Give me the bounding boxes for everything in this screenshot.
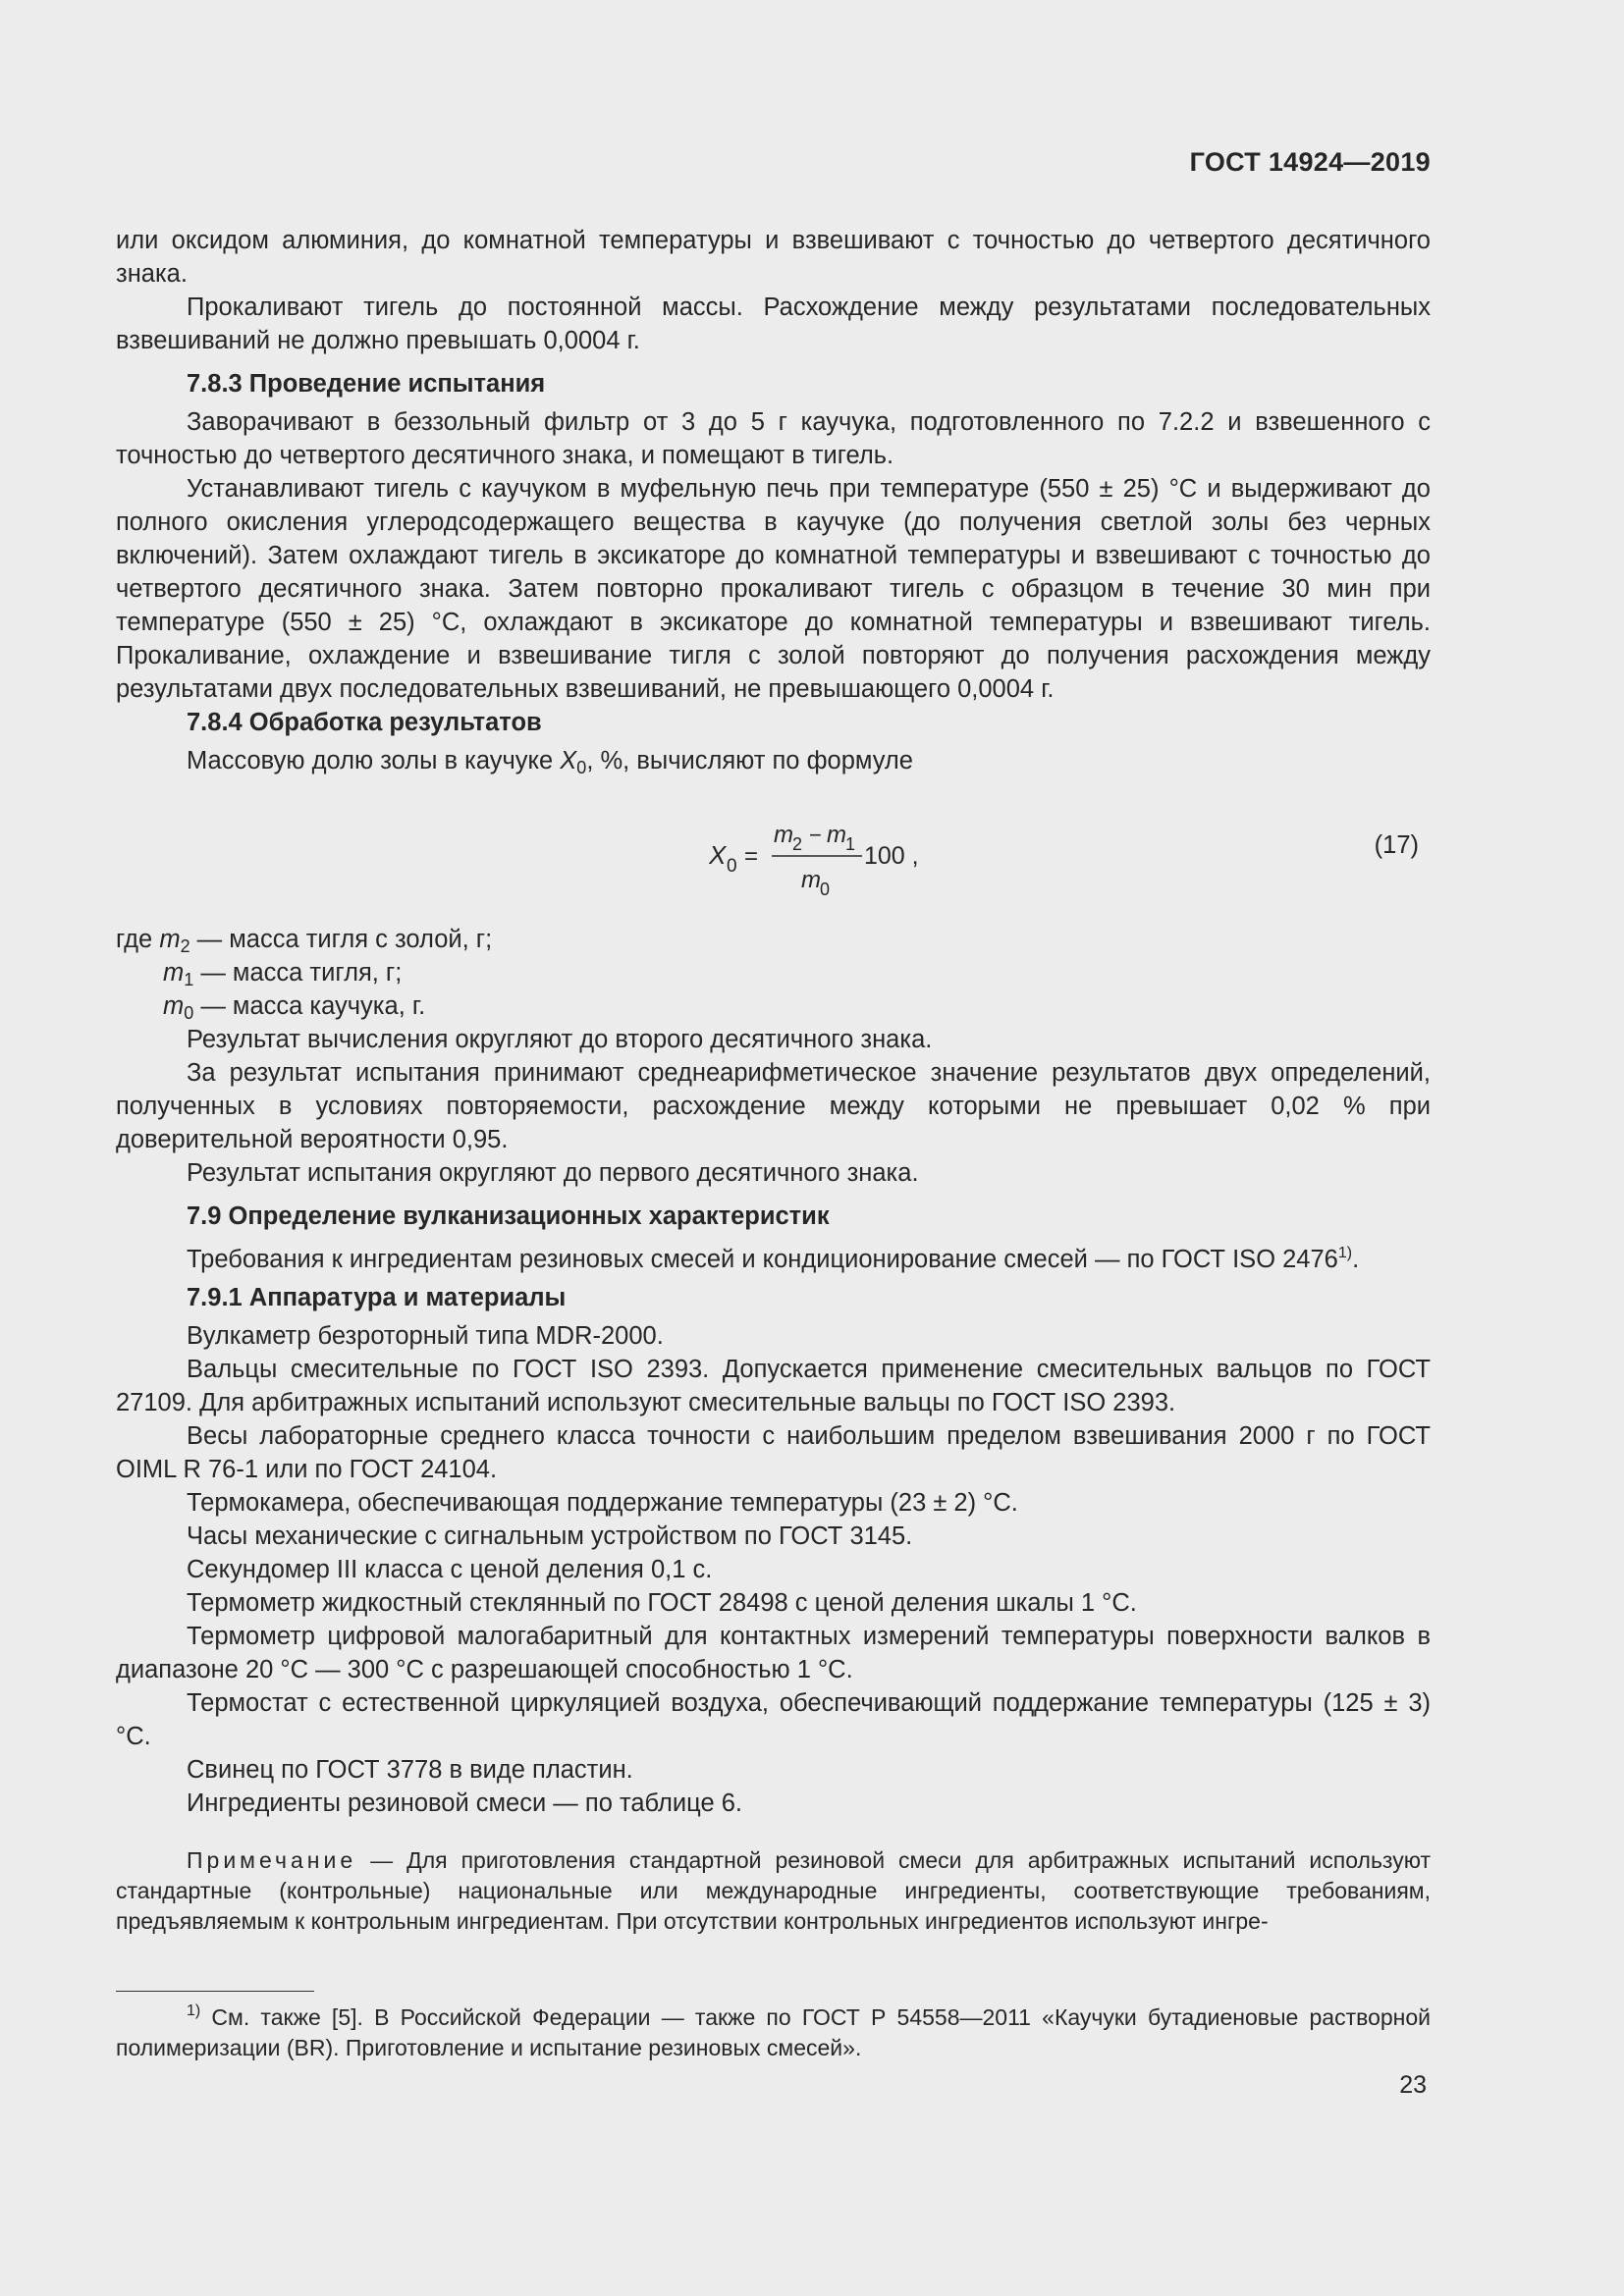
heading-7-8-3: 7.8.3 Проведение испытания	[187, 370, 546, 398]
formula-num-a-var: m	[774, 822, 793, 848]
list-item: Термокамера, обеспечивающая поддержание температуры (23 ± 2) °С.	[187, 1489, 1018, 1517]
paragraph-continuation: или оксидом алюминия, до комнатной температуры и взвешивают с точностью до четвертого десятичного знака.	[116, 227, 1431, 288]
formula-num-a-sub: 2	[792, 834, 803, 854]
formula-lhs-sub: 0	[727, 856, 737, 877]
paragraph-ingredient-requirements: Требования к ингредиентам резиновых смесей и кондиционирование смесей — по ГОСТ ISO 2476$^{1)}$.	[187, 1245, 1360, 1273]
list-item: Термометр жидкостный стеклянный по ГОСТ 28498 с ценой деления шкалы 1 °С.	[187, 1589, 1137, 1617]
formula-num-b-var: m	[827, 822, 846, 848]
list-item: Термостат с естественной циркуляцией воздуха, обеспечивающий поддержание температуры (125 ± 3) °С.	[116, 1689, 1431, 1750]
footnote-separator	[116, 1991, 314, 1992]
formula-minus: −	[809, 823, 822, 847]
formula-equation	[709, 809, 964, 903]
heading-7-8-4: 7.8.4 Обработка результатов	[187, 709, 542, 736]
document-header: ГОСТ 14924—2019	[1189, 147, 1431, 177]
formula-equals: =	[744, 843, 759, 870]
paragraph-furnace-procedure: Устанавливают тигель с каучуком в муфельную печь при температуре (550 ± 25) °С и выдерживают до полного окисления углеродсодержащего вещества в каучуке (до получения светлой золы без черных включений). Затем охлаждают тигель в эксикаторе до комнатной температуры и взвешивают с точностью до четвертого десятичного знака. Затем повторно прокаливают тигель с образцом в течение 30 мин при температуре (550 ± 25) °С, охлаждают в эксикаторе до комнатной температуры и взвешивают тигель. Прокаливание, охлаждение и взвешивание тигля с золой повторяют до получения расхождения между результатами двух последовательных взвешиваний, не превышающего 0,0004 г.	[116, 475, 1431, 703]
paragraph-constant-mass: Прокаливают тигель до постоянной массы. Расхождение между результатами последовательных взвешиваний не должно превышать 0,0004 г.	[116, 294, 1431, 354]
paragraph-wrap-filter: Заворачивают в беззольный фильтр от 3 до 5 г каучука, подготовленного по 7.2.2 и взвешенного с точностью до четвертого десятичного знака, и помещают в тигель.	[116, 408, 1431, 469]
note-text: — Для приготовления стандартной резиновой смеси для арбитражных испытаний используют стандартные (контрольные) национальные или международные ингредиенты, соответствующие требованиям, предъявляемым к контрольным ингредиентам. При отсутствии контрольных ингредиентов используют ингре-	[116, 1847, 1431, 1934]
heading-7-9-1: 7.9.1 Аппаратура и материалы	[187, 1284, 567, 1311]
list-item: Ингредиенты резиновой смеси — по таблице 6.	[187, 1789, 742, 1817]
heading-7-9: 7.9 Определение вулканизационных характеристик	[187, 1202, 830, 1230]
document-body	[116, 224, 1431, 1959]
note	[116, 1845, 1431, 1937]
note-label: Примечание	[187, 1847, 357, 1873]
formula-den-sub: 0	[820, 880, 831, 899]
list-item: Часы механические с сигнальным устройством по ГОСТ 3145.	[187, 1522, 913, 1550]
paragraph-rounding-second: Результат вычисления округляют до второго десятичного знака.	[187, 1026, 933, 1053]
list-item: Секундомер III класса с ценой деления 0,1 с.	[187, 1556, 713, 1583]
paragraph-result-average: За результат испытания принимают среднеарифметическое значение результатов двух определений, полученных в условиях повторяемости, расхождение между которыми не превышает 0,02 % при доверительной вероятности 0,95.	[116, 1059, 1431, 1153]
formula-num-b-sub: 1	[845, 834, 856, 854]
list-item: Термометр цифровой малогабаритный для контактных измерений температуры поверхности валков в диапазоне 20 °С — 300 °С с разрешающей способностью 1 °С.	[116, 1623, 1431, 1683]
formula-factor: 100 ,	[864, 842, 919, 870]
where-m1: $m_1$ — масса тигля, г;	[163, 959, 403, 989]
list-item: Весы лабораторные среднего класса точности с наибольшим пределом взвешивания 2000 г по ГОСТ OIML R 76-1 или по ГОСТ 24104.	[116, 1422, 1431, 1483]
list-item: Вальцы смесительные по ГОСТ ISO 2393. Допускается применение смесительных вальцов по ГОСТ 27109. Для арбитражных испытаний используют смесительные вальцы по ГОСТ ISO 2393.	[116, 1356, 1431, 1416]
equipment-list	[116, 1319, 1431, 1820]
paragraph-ash-formula-intro: Массовую долю золы в каучуке $X_0$, %, вычисляют по формуле	[187, 747, 913, 777]
where-m2: где $m_2$ — масса тигля с золой, г;	[116, 926, 493, 956]
where-m0: $m_0$ — масса каучука, г.	[163, 992, 426, 1023]
formula-lhs-var: X	[709, 840, 727, 870]
paragraph-rounding-first: Результат испытания округляют до первого десятичного знака.	[187, 1159, 919, 1187]
document-page	[116, 0, 1431, 2296]
list-item: Свинец по ГОСТ 3778 в виде пластин.	[187, 1756, 633, 1784]
formula-number: (17)	[1374, 831, 1419, 859]
formula-den-var: m	[801, 867, 821, 893]
list-item: Вулкаметр безроторный типа MDR-2000.	[187, 1322, 664, 1350]
page-number: 23	[1399, 2071, 1427, 2099]
footnote: $^{1)}$ См. также [5]. В Российской Федерации — также по ГОСТ Р 54558—2011 «Каучуки бутадиеновые растворной полимеризации (BR). Приготовление и испытание резиновых смесей».	[116, 2002, 1431, 2060]
formula-17	[116, 809, 1431, 903]
